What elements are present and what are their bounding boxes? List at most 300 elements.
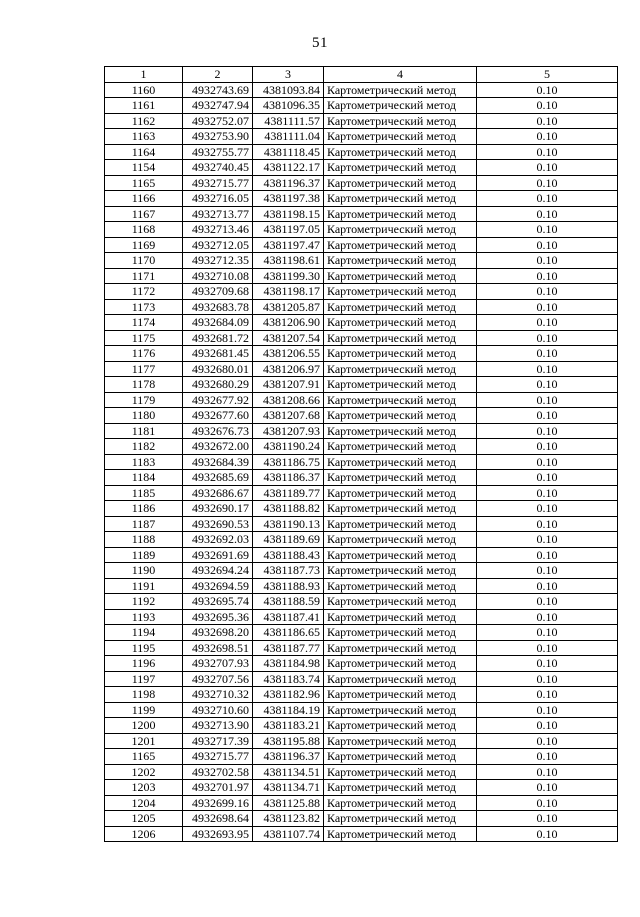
x-coordinate-cell: 4932681.45 xyxy=(183,346,253,362)
method-cell: Картометрический метод xyxy=(324,98,477,114)
accuracy-cell: 0.10 xyxy=(477,718,618,734)
method-cell: Картометрический метод xyxy=(324,361,477,377)
x-coordinate-cell: 4932683.78 xyxy=(183,299,253,315)
table-header-row xyxy=(105,67,618,83)
y-coordinate-cell: 4381206.55 xyxy=(253,346,324,362)
method-cell: Картометрический метод xyxy=(324,408,477,424)
x-coordinate-cell: 4932694.24 xyxy=(183,563,253,579)
method-cell: Картометрический метод xyxy=(324,222,477,238)
accuracy-cell: 0.10 xyxy=(477,253,618,269)
x-coordinate-cell: 4932680.01 xyxy=(183,361,253,377)
point-number-cell: 1203 xyxy=(105,780,183,796)
method-cell: Картометрический метод xyxy=(324,454,477,470)
table-row xyxy=(105,113,618,129)
y-coordinate-cell: 4381198.17 xyxy=(253,284,324,300)
y-coordinate-cell: 4381134.51 xyxy=(253,764,324,780)
point-number-cell: 1195 xyxy=(105,640,183,656)
point-number-cell: 1163 xyxy=(105,129,183,145)
point-number-cell: 1196 xyxy=(105,656,183,672)
y-coordinate-cell: 4381134.71 xyxy=(253,780,324,796)
y-coordinate-cell: 4381186.65 xyxy=(253,625,324,641)
x-coordinate-cell: 4932692.03 xyxy=(183,532,253,548)
y-coordinate-cell: 4381111.04 xyxy=(253,129,324,145)
accuracy-cell: 0.10 xyxy=(477,609,618,625)
table-row xyxy=(105,656,618,672)
x-coordinate-cell: 4932677.92 xyxy=(183,392,253,408)
method-cell: Картометрический метод xyxy=(324,144,477,160)
x-coordinate-cell: 4932684.09 xyxy=(183,315,253,331)
x-coordinate-cell: 4932686.67 xyxy=(183,485,253,501)
table-row xyxy=(105,826,618,842)
method-cell: Картометрический метод xyxy=(324,516,477,532)
method-cell: Картометрический метод xyxy=(324,175,477,191)
x-coordinate-cell: 4932684.39 xyxy=(183,454,253,470)
point-number-cell: 1202 xyxy=(105,764,183,780)
page-number: 51 xyxy=(312,35,328,51)
y-coordinate-cell: 4381206.90 xyxy=(253,315,324,331)
method-cell: Картометрический метод xyxy=(324,439,477,455)
method-cell: Картометрический метод xyxy=(324,718,477,734)
method-cell: Картометрический метод xyxy=(324,315,477,331)
x-coordinate-cell: 4932694.59 xyxy=(183,578,253,594)
point-number-cell: 1168 xyxy=(105,222,183,238)
point-number-cell: 1179 xyxy=(105,392,183,408)
table-row xyxy=(105,361,618,377)
column-header: 1 xyxy=(105,67,183,83)
y-coordinate-cell: 4381190.13 xyxy=(253,516,324,532)
method-cell: Картометрический метод xyxy=(324,501,477,517)
point-number-cell: 1181 xyxy=(105,423,183,439)
table-row xyxy=(105,563,618,579)
point-number-cell: 1198 xyxy=(105,687,183,703)
point-number-cell: 1167 xyxy=(105,206,183,222)
x-coordinate-cell: 4932685.69 xyxy=(183,470,253,486)
method-cell: Картометрический метод xyxy=(324,206,477,222)
x-coordinate-cell: 4932716.05 xyxy=(183,191,253,207)
y-coordinate-cell: 4381195.88 xyxy=(253,733,324,749)
x-coordinate-cell: 4932743.69 xyxy=(183,82,253,98)
point-number-cell: 1174 xyxy=(105,315,183,331)
accuracy-cell: 0.10 xyxy=(477,392,618,408)
accuracy-cell: 0.10 xyxy=(477,640,618,656)
x-coordinate-cell: 4932713.46 xyxy=(183,222,253,238)
method-cell: Картометрический метод xyxy=(324,795,477,811)
method-cell: Картометрический метод xyxy=(324,594,477,610)
accuracy-cell: 0.10 xyxy=(477,547,618,563)
x-coordinate-cell: 4932699.16 xyxy=(183,795,253,811)
table-row xyxy=(105,749,618,765)
accuracy-cell: 0.10 xyxy=(477,780,618,796)
table-row xyxy=(105,764,618,780)
point-number-cell: 1173 xyxy=(105,299,183,315)
column-header: 4 xyxy=(324,67,477,83)
accuracy-cell: 0.10 xyxy=(477,470,618,486)
accuracy-cell: 0.10 xyxy=(477,98,618,114)
accuracy-cell: 0.10 xyxy=(477,826,618,842)
table-row xyxy=(105,811,618,827)
x-coordinate-cell: 4932712.05 xyxy=(183,237,253,253)
x-coordinate-cell: 4932753.90 xyxy=(183,129,253,145)
table-row xyxy=(105,501,618,517)
x-coordinate-cell: 4932698.20 xyxy=(183,625,253,641)
y-coordinate-cell: 4381183.21 xyxy=(253,718,324,734)
table-row xyxy=(105,299,618,315)
point-number-cell: 1201 xyxy=(105,733,183,749)
point-number-cell: 1194 xyxy=(105,625,183,641)
table-row xyxy=(105,454,618,470)
method-cell: Картометрический метод xyxy=(324,811,477,827)
x-coordinate-cell: 4932695.74 xyxy=(183,594,253,610)
table-row xyxy=(105,594,618,610)
method-cell: Картометрический метод xyxy=(324,191,477,207)
point-number-cell: 1169 xyxy=(105,237,183,253)
y-coordinate-cell: 4381184.98 xyxy=(253,656,324,672)
table-row xyxy=(105,98,618,114)
accuracy-cell: 0.10 xyxy=(477,160,618,176)
x-coordinate-cell: 4932713.77 xyxy=(183,206,253,222)
table-row xyxy=(105,82,618,98)
x-coordinate-cell: 4932691.69 xyxy=(183,547,253,563)
point-number-cell: 1200 xyxy=(105,718,183,734)
y-coordinate-cell: 4381188.59 xyxy=(253,594,324,610)
method-cell: Картометрический метод xyxy=(324,640,477,656)
method-cell: Картометрический метод xyxy=(324,284,477,300)
x-coordinate-cell: 4932676.73 xyxy=(183,423,253,439)
point-number-cell: 1171 xyxy=(105,268,183,284)
table-row xyxy=(105,392,618,408)
y-coordinate-cell: 4381197.47 xyxy=(253,237,324,253)
y-coordinate-cell: 4381093.84 xyxy=(253,82,324,98)
x-coordinate-cell: 4932702.58 xyxy=(183,764,253,780)
method-cell: Картометрический метод xyxy=(324,563,477,579)
method-cell: Картометрический метод xyxy=(324,733,477,749)
table-row xyxy=(105,222,618,238)
method-cell: Картометрический метод xyxy=(324,470,477,486)
table-row xyxy=(105,718,618,734)
accuracy-cell: 0.10 xyxy=(477,594,618,610)
x-coordinate-cell: 4932710.60 xyxy=(183,702,253,718)
table-row xyxy=(105,485,618,501)
accuracy-cell: 0.10 xyxy=(477,315,618,331)
y-coordinate-cell: 4381186.37 xyxy=(253,470,324,486)
table-row xyxy=(105,191,618,207)
y-coordinate-cell: 4381196.37 xyxy=(253,175,324,191)
x-coordinate-cell: 4932710.08 xyxy=(183,268,253,284)
method-cell: Картометрический метод xyxy=(324,237,477,253)
y-coordinate-cell: 4381206.97 xyxy=(253,361,324,377)
accuracy-cell: 0.10 xyxy=(477,764,618,780)
table-row xyxy=(105,795,618,811)
y-coordinate-cell: 4381182.96 xyxy=(253,687,324,703)
x-coordinate-cell: 4932709.68 xyxy=(183,284,253,300)
method-cell: Картометрический метод xyxy=(324,764,477,780)
y-coordinate-cell: 4381187.77 xyxy=(253,640,324,656)
y-coordinate-cell: 4381096.35 xyxy=(253,98,324,114)
accuracy-cell: 0.10 xyxy=(477,175,618,191)
point-number-cell: 1164 xyxy=(105,144,183,160)
column-header: 2 xyxy=(183,67,253,83)
y-coordinate-cell: 4381207.54 xyxy=(253,330,324,346)
point-number-cell: 1206 xyxy=(105,826,183,842)
point-number-cell: 1178 xyxy=(105,377,183,393)
table-row xyxy=(105,439,618,455)
table-row xyxy=(105,206,618,222)
accuracy-cell: 0.10 xyxy=(477,330,618,346)
method-cell: Картометрический метод xyxy=(324,749,477,765)
accuracy-cell: 0.10 xyxy=(477,485,618,501)
table-row xyxy=(105,470,618,486)
accuracy-cell: 0.10 xyxy=(477,113,618,129)
x-coordinate-cell: 4932715.77 xyxy=(183,175,253,191)
accuracy-cell: 0.10 xyxy=(477,532,618,548)
accuracy-cell: 0.10 xyxy=(477,346,618,362)
method-cell: Картометрический метод xyxy=(324,532,477,548)
table-row xyxy=(105,625,618,641)
method-cell: Картометрический метод xyxy=(324,268,477,284)
method-cell: Картометрический метод xyxy=(324,702,477,718)
point-number-cell: 1165 xyxy=(105,749,183,765)
method-cell: Картометрический метод xyxy=(324,160,477,176)
method-cell: Картометрический метод xyxy=(324,609,477,625)
method-cell: Картометрический метод xyxy=(324,625,477,641)
y-coordinate-cell: 4381122.17 xyxy=(253,160,324,176)
table-row xyxy=(105,609,618,625)
y-coordinate-cell: 4381205.87 xyxy=(253,299,324,315)
table-row xyxy=(105,144,618,160)
x-coordinate-cell: 4932717.39 xyxy=(183,733,253,749)
x-coordinate-cell: 4932713.90 xyxy=(183,718,253,734)
point-number-cell: 1189 xyxy=(105,547,183,563)
y-coordinate-cell: 4381188.93 xyxy=(253,578,324,594)
y-coordinate-cell: 4381125.88 xyxy=(253,795,324,811)
y-coordinate-cell: 4381123.82 xyxy=(253,811,324,827)
accuracy-cell: 0.10 xyxy=(477,687,618,703)
method-cell: Картометрический метод xyxy=(324,377,477,393)
point-number-cell: 1184 xyxy=(105,470,183,486)
x-coordinate-cell: 4932710.32 xyxy=(183,687,253,703)
accuracy-cell: 0.10 xyxy=(477,656,618,672)
accuracy-cell: 0.10 xyxy=(477,191,618,207)
method-cell: Картометрический метод xyxy=(324,299,477,315)
x-coordinate-cell: 4932672.00 xyxy=(183,439,253,455)
accuracy-cell: 0.10 xyxy=(477,702,618,718)
point-number-cell: 1170 xyxy=(105,253,183,269)
x-coordinate-cell: 4932677.60 xyxy=(183,408,253,424)
y-coordinate-cell: 4381111.57 xyxy=(253,113,324,129)
x-coordinate-cell: 4932680.29 xyxy=(183,377,253,393)
point-number-cell: 1205 xyxy=(105,811,183,827)
accuracy-cell: 0.10 xyxy=(477,811,618,827)
method-cell: Картометрический метод xyxy=(324,82,477,98)
accuracy-cell: 0.10 xyxy=(477,299,618,315)
accuracy-cell: 0.10 xyxy=(477,284,618,300)
x-coordinate-cell: 4932701.97 xyxy=(183,780,253,796)
accuracy-cell: 0.10 xyxy=(477,144,618,160)
y-coordinate-cell: 4381207.68 xyxy=(253,408,324,424)
y-coordinate-cell: 4381196.37 xyxy=(253,749,324,765)
point-number-cell: 1191 xyxy=(105,578,183,594)
point-number-cell: 1172 xyxy=(105,284,183,300)
point-number-cell: 1182 xyxy=(105,439,183,455)
table-row xyxy=(105,423,618,439)
accuracy-cell: 0.10 xyxy=(477,578,618,594)
y-coordinate-cell: 4381189.69 xyxy=(253,532,324,548)
y-coordinate-cell: 4381183.74 xyxy=(253,671,324,687)
y-coordinate-cell: 4381197.05 xyxy=(253,222,324,238)
x-coordinate-cell: 4932747.94 xyxy=(183,98,253,114)
method-cell: Картометрический метод xyxy=(324,113,477,129)
method-cell: Картометрический метод xyxy=(324,547,477,563)
table-row xyxy=(105,346,618,362)
x-coordinate-cell: 4932712.35 xyxy=(183,253,253,269)
accuracy-cell: 0.10 xyxy=(477,501,618,517)
accuracy-cell: 0.10 xyxy=(477,625,618,641)
x-coordinate-cell: 4932740.45 xyxy=(183,160,253,176)
accuracy-cell: 0.10 xyxy=(477,423,618,439)
method-cell: Картометрический метод xyxy=(324,578,477,594)
table-row xyxy=(105,532,618,548)
table-row xyxy=(105,733,618,749)
y-coordinate-cell: 4381187.73 xyxy=(253,563,324,579)
y-coordinate-cell: 4381188.43 xyxy=(253,547,324,563)
point-number-cell: 1185 xyxy=(105,485,183,501)
point-number-cell: 1204 xyxy=(105,795,183,811)
y-coordinate-cell: 4381186.75 xyxy=(253,454,324,470)
accuracy-cell: 0.10 xyxy=(477,671,618,687)
method-cell: Картометрический метод xyxy=(324,687,477,703)
table-row xyxy=(105,780,618,796)
point-number-cell: 1176 xyxy=(105,346,183,362)
y-coordinate-cell: 4381208.66 xyxy=(253,392,324,408)
method-cell: Картометрический метод xyxy=(324,423,477,439)
accuracy-cell: 0.10 xyxy=(477,795,618,811)
x-coordinate-cell: 4932715.77 xyxy=(183,749,253,765)
point-number-cell: 1161 xyxy=(105,98,183,114)
y-coordinate-cell: 4381198.15 xyxy=(253,206,324,222)
x-coordinate-cell: 4932698.51 xyxy=(183,640,253,656)
accuracy-cell: 0.10 xyxy=(477,454,618,470)
x-coordinate-cell: 4932690.53 xyxy=(183,516,253,532)
column-header: 5 xyxy=(477,67,618,83)
y-coordinate-cell: 4381197.38 xyxy=(253,191,324,207)
table-row xyxy=(105,160,618,176)
table-row xyxy=(105,129,618,145)
x-coordinate-cell: 4932693.95 xyxy=(183,826,253,842)
accuracy-cell: 0.10 xyxy=(477,129,618,145)
method-cell: Картометрический метод xyxy=(324,485,477,501)
method-cell: Картометрический метод xyxy=(324,253,477,269)
accuracy-cell: 0.10 xyxy=(477,206,618,222)
table-row xyxy=(105,578,618,594)
x-coordinate-cell: 4932690.17 xyxy=(183,501,253,517)
method-cell: Картометрический метод xyxy=(324,780,477,796)
method-cell: Картометрический метод xyxy=(324,346,477,362)
x-coordinate-cell: 4932695.36 xyxy=(183,609,253,625)
x-coordinate-cell: 4932707.56 xyxy=(183,671,253,687)
method-cell: Картометрический метод xyxy=(324,129,477,145)
table-row xyxy=(105,237,618,253)
table-body xyxy=(105,82,618,842)
point-number-cell: 1186 xyxy=(105,501,183,517)
table-row xyxy=(105,702,618,718)
point-number-cell: 1166 xyxy=(105,191,183,207)
x-coordinate-cell: 4932681.72 xyxy=(183,330,253,346)
y-coordinate-cell: 4381189.77 xyxy=(253,485,324,501)
column-header: 3 xyxy=(253,67,324,83)
point-number-cell: 1187 xyxy=(105,516,183,532)
x-coordinate-cell: 4932698.64 xyxy=(183,811,253,827)
table-row xyxy=(105,671,618,687)
accuracy-cell: 0.10 xyxy=(477,361,618,377)
accuracy-cell: 0.10 xyxy=(477,377,618,393)
point-number-cell: 1192 xyxy=(105,594,183,610)
point-number-cell: 1180 xyxy=(105,408,183,424)
accuracy-cell: 0.10 xyxy=(477,749,618,765)
table-row xyxy=(105,687,618,703)
point-number-cell: 1175 xyxy=(105,330,183,346)
table-row xyxy=(105,268,618,284)
table-row xyxy=(105,175,618,191)
y-coordinate-cell: 4381207.93 xyxy=(253,423,324,439)
table-row xyxy=(105,315,618,331)
method-cell: Картометрический метод xyxy=(324,392,477,408)
method-cell: Картометрический метод xyxy=(324,656,477,672)
point-number-cell: 1160 xyxy=(105,82,183,98)
x-coordinate-cell: 4932755.77 xyxy=(183,144,253,160)
y-coordinate-cell: 4381187.41 xyxy=(253,609,324,625)
y-coordinate-cell: 4381190.24 xyxy=(253,439,324,455)
accuracy-cell: 0.10 xyxy=(477,237,618,253)
method-cell: Картометрический метод xyxy=(324,826,477,842)
point-number-cell: 1183 xyxy=(105,454,183,470)
accuracy-cell: 0.10 xyxy=(477,516,618,532)
point-number-cell: 1165 xyxy=(105,175,183,191)
point-number-cell: 1162 xyxy=(105,113,183,129)
table-row xyxy=(105,408,618,424)
table-row xyxy=(105,516,618,532)
point-number-cell: 1188 xyxy=(105,532,183,548)
y-coordinate-cell: 4381198.61 xyxy=(253,253,324,269)
point-number-cell: 1193 xyxy=(105,609,183,625)
point-number-cell: 1199 xyxy=(105,702,183,718)
y-coordinate-cell: 4381188.82 xyxy=(253,501,324,517)
table-row xyxy=(105,640,618,656)
coordinates-table xyxy=(104,66,618,842)
point-number-cell: 1177 xyxy=(105,361,183,377)
y-coordinate-cell: 4381118.45 xyxy=(253,144,324,160)
accuracy-cell: 0.10 xyxy=(477,408,618,424)
x-coordinate-cell: 4932707.93 xyxy=(183,656,253,672)
method-cell: Картометрический метод xyxy=(324,671,477,687)
method-cell: Картометрический метод xyxy=(324,330,477,346)
table-row xyxy=(105,330,618,346)
table-row xyxy=(105,284,618,300)
accuracy-cell: 0.10 xyxy=(477,222,618,238)
point-number-cell: 1197 xyxy=(105,671,183,687)
accuracy-cell: 0.10 xyxy=(477,268,618,284)
accuracy-cell: 0.10 xyxy=(477,439,618,455)
table-row xyxy=(105,253,618,269)
accuracy-cell: 0.10 xyxy=(477,733,618,749)
y-coordinate-cell: 4381207.91 xyxy=(253,377,324,393)
point-number-cell: 1154 xyxy=(105,160,183,176)
y-coordinate-cell: 4381199.30 xyxy=(253,268,324,284)
table-row xyxy=(105,377,618,393)
y-coordinate-cell: 4381107.74 xyxy=(253,826,324,842)
accuracy-cell: 0.10 xyxy=(477,82,618,98)
y-coordinate-cell: 4381184.19 xyxy=(253,702,324,718)
point-number-cell: 1190 xyxy=(105,563,183,579)
